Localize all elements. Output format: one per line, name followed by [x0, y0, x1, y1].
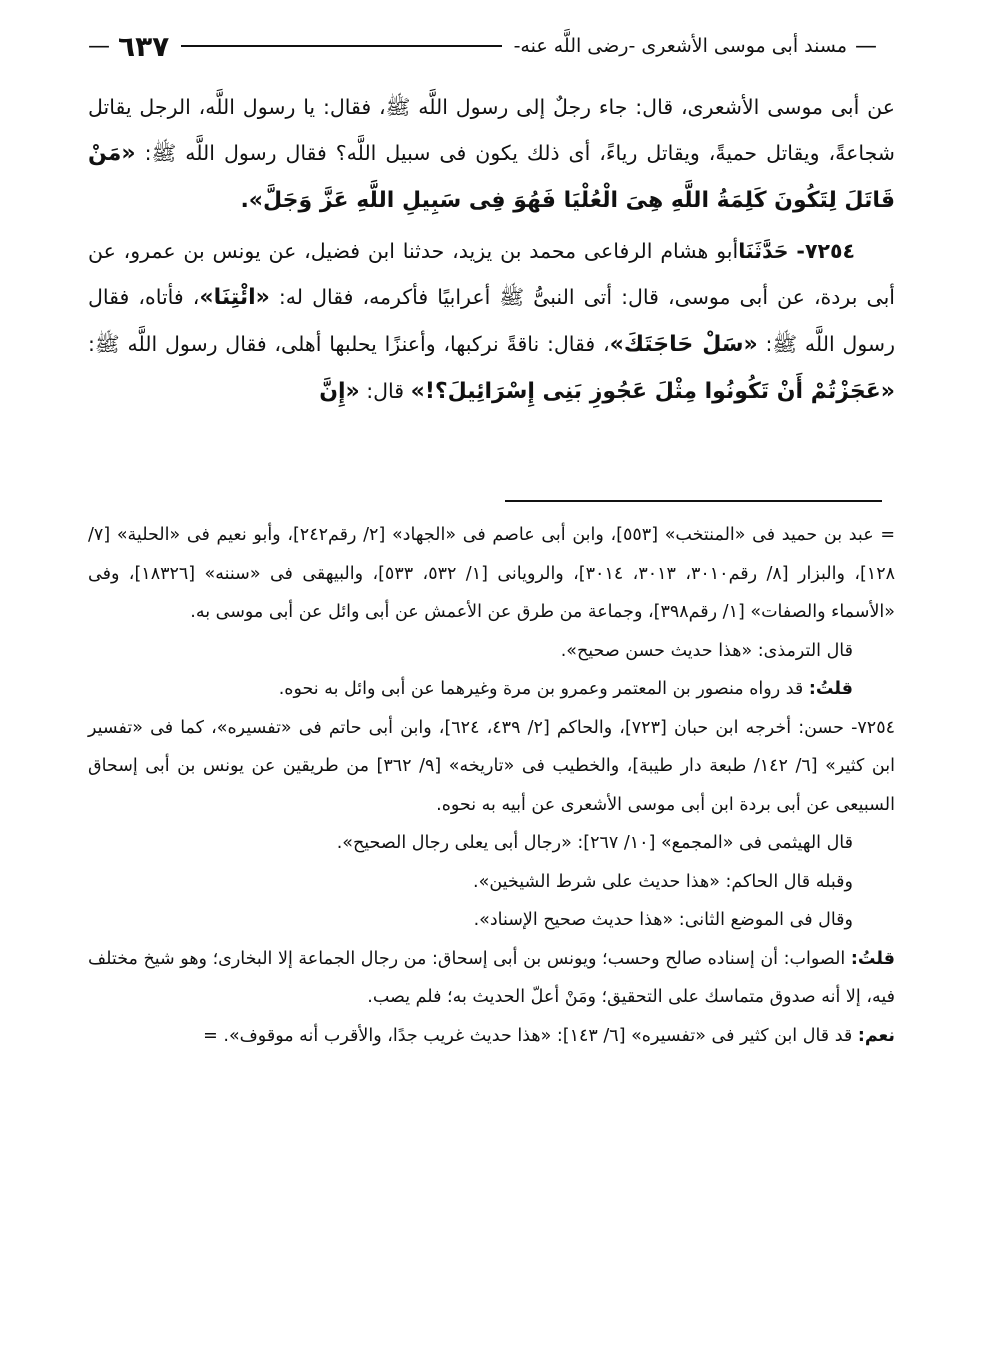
footnote-text: قد رواه منصور بن المعتمر وعمرو بن مرة وغيرهما عن أبى وائل به نحوه. — [278, 679, 809, 699]
page-number: ٦٣٧ — [118, 29, 170, 63]
hadith-2-lead: حَدَّثَنَا — [738, 239, 789, 263]
header-title: مسند أبى موسى الأشعرى -رضى اللَّه عنه- — [513, 35, 847, 57]
footnote-text: قد قال ابن كثير فى «تفسيره» [٦/ ١٤٣]: «هذا حديث غريب جدًا، والأقرب أنه موقوف». = — [203, 1025, 858, 1046]
main-text — [88, 84, 895, 415]
header-dash-right: — — [855, 33, 877, 59]
footnote-line: = عبد بن حميد فى «المنتخب» [٥٥٣]، وابن أبى عاصم فى «الجهاد» [٢/ رقم٢٤٢]، وأبو نعيم فى «الحلية» [٧/ ١٢٨]، والبزار [٨/ رقم٣٠١٠، ٣٠١٣، ٣٠١٤]، والرويانى [١/ ٥٣٢، ٥٣٣]، والبيهقى فى «سننه» [١٨٣٢٦]، وفى «الأسماء والصفات» [١/ رقم٣٩٨]، وجماعة من طرق عن الأعمش عن أبى وائل عن أبى موسى به. — [88, 525, 895, 622]
hadith-2-quote-3: «عَجَزْتُمْ أَنْ تَكُونُوا مِثْلَ عَجُوزِ بَنِى إِسْرَائِيلَ؟!» — [410, 379, 895, 404]
footnote-line — [88, 709, 895, 825]
footnotes — [88, 516, 895, 1055]
hadith-2-text-b: ، فأتاه، فقال رسول اللَّه ﷺ: — [88, 285, 895, 356]
footnote-number: ٧٢٥٤- — [851, 717, 895, 738]
footnote-line: وقال فى الموضع الثانى: «هذا حديث صحيح الإسناد». — [473, 910, 853, 930]
hadith-2-quote-4: «إِنَّ — [319, 379, 360, 404]
footnote-line: وقبله قال الحاكم: «هذا حديث على شرط الشيخين». — [473, 871, 853, 892]
hadith-2-quote-2: «سَلْ حَاجَتَكَ» — [609, 332, 758, 357]
hadith-2-text-c: ، فقال: ناقةً نركبها، وأعنزًا يحلبها أهلى، فقال رسول اللَّه ﷺ: — [88, 332, 610, 356]
footnote-lead: نعم: — [857, 1025, 895, 1046]
footnote-text: أخرجه ابن حبان [٧٢٣]، والحاكم [٢/ ٤٣٩، ٦٢٤]، وابن أبى حاتم فى «تفسيره»، كما فى «تفسير ابن كثير» [٦/ ١٤٢/ طبعة دار طيبة]، والخطيب فى «تاريخه» [٩/ ٣٦٢] من طريقين عن يونس بن أبى إسحاق السبيعى عن أبى بردة ابن أبى موسى الأشعرى عن أبيه به نحوه. — [88, 717, 895, 815]
footnote-line — [88, 1017, 895, 1056]
footnote-line: قال الترمذى: «هذا حديث حسن صحيح». — [560, 640, 853, 661]
hadith-2-text-d: قال: — [359, 379, 411, 403]
footnote-line: قال الهيثمى فى «المجمع» [١٠/ ٢٦٧]: «رجال أبى يعلى رجال الصحيح». — [336, 833, 853, 853]
hadith-number: ٧٢٥٤- — [796, 239, 855, 263]
footnote-lead: قلتُ: — [850, 948, 895, 969]
footnote-separator — [505, 500, 882, 502]
hadith-1-quote: «مَنْ قَاتَلَ لِتَكُونَ كَلِمَةُ اللَّهِ هِىَ الْعُلْيَا فَهُوَ فِى سَبِيلِ اللَّهِ عَزَّ وَجَلَّ». — [88, 141, 895, 213]
header-dash-left: — — [88, 33, 110, 59]
footnote-lead: قلتُ: — [808, 679, 853, 699]
hadith-1-text: عن أبى موسى الأشعرى، قال: جاء رجلٌ إلى رسول اللَّه ﷺ، فقال: يا رسول اللَّه، الرجل يقاتل شجاعةً، ويقاتل حميةً، ويقاتل رياءً، أى ذلك يكون فى سبيل اللَّه؟ فقال رسول اللَّه ﷺ: — [88, 95, 895, 165]
footnote-text: الصواب: أن إسناده صالح وحسب؛ ويونس بن أبى إسحاق: من رجال الجماعة إلا البخارى؛ وهو شيخ مختلف فيه، إلا أنه صدوق متماسك على التحقيق؛ ومَنْ أعلّ الحديث به؛ فلم يصب. — [88, 948, 895, 1007]
hadith-paragraph-2 — [88, 228, 895, 415]
header-rule — [181, 45, 501, 47]
hadith-2-quote-1: «ائْتِنَا» — [199, 285, 270, 310]
footnote-line — [88, 670, 895, 709]
hadith-2-text-a: أبو هشام الرفاعى محمد بن يزيد، حدثنا ابن فضيل، عن يونس بن عمرو، عن أبى بردة، عن أبى موسى، قال: أتى النبىُّ ﷺ أعرابيًا فأكرمه، فقال له: — [88, 239, 895, 309]
hadith-paragraph-1 — [88, 84, 895, 224]
footnote-line — [88, 940, 895, 1017]
running-header — [88, 26, 877, 66]
footnote-grade: حسن: — [798, 717, 852, 738]
